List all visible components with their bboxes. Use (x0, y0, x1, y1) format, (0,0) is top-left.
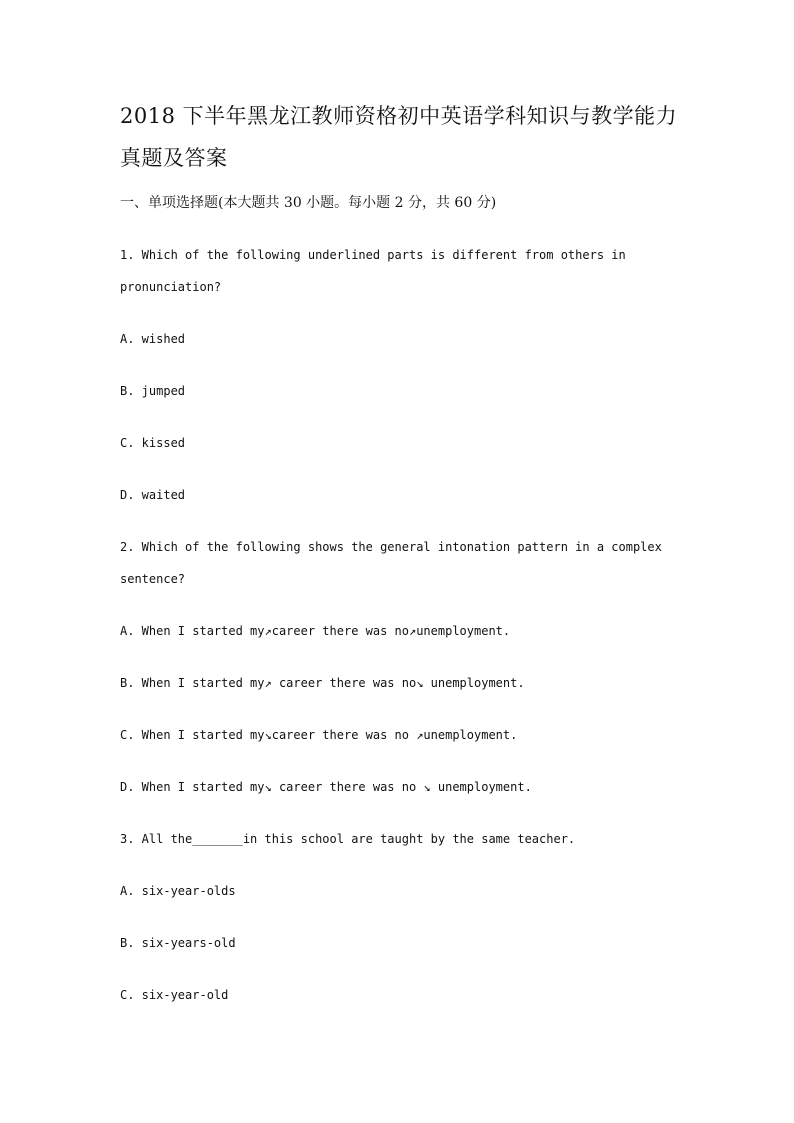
title-line-1: 2018 下半年黑龙江教师资格初中英语学科知识与教学能力 (120, 104, 678, 128)
question-1-stem-line-2: pronunciation? (120, 280, 222, 294)
question-3-option-c: C. six-year-old (120, 988, 229, 1002)
question-2-option-b: B. When I started my↗ career there was no↘ unemployment. (120, 676, 525, 690)
question-1-option-d: D. waited (120, 488, 186, 502)
question-2-option-a: A. When I started my↗career there was no↗unemployment. (120, 624, 511, 638)
question-3-option-a: A. six-year-olds (120, 884, 236, 898)
question-1-option-a: A. wished (120, 332, 186, 346)
question-3-option-b: B. six-years-old (120, 936, 236, 950)
question-1-option-b: B. jumped (120, 384, 186, 398)
question-2-option-c: C. When I started my↘career there was no ↗unemployment. (120, 728, 518, 742)
section-heading: 一、单项选择题(本大题共 30 小题。每小题 2 分，共 60 分) (120, 195, 497, 211)
question-2-option-d: D. When I started my↘ career there was no ↘ unemployment. (120, 780, 532, 794)
title-line-2: 真题及答案 (120, 146, 228, 170)
question-2-stem-line-1: 2. Which of the following shows the general intonation pattern in a complex (120, 540, 662, 554)
question-3-stem: 3. All the_______in this school are taught by the same teacher. (120, 832, 576, 846)
question-1-option-c: C. kissed (120, 436, 186, 450)
question-1-stem-line-1: 1. Which of the following underlined parts is different from others in (120, 248, 626, 262)
question-2-stem-line-2: sentence? (120, 572, 186, 586)
